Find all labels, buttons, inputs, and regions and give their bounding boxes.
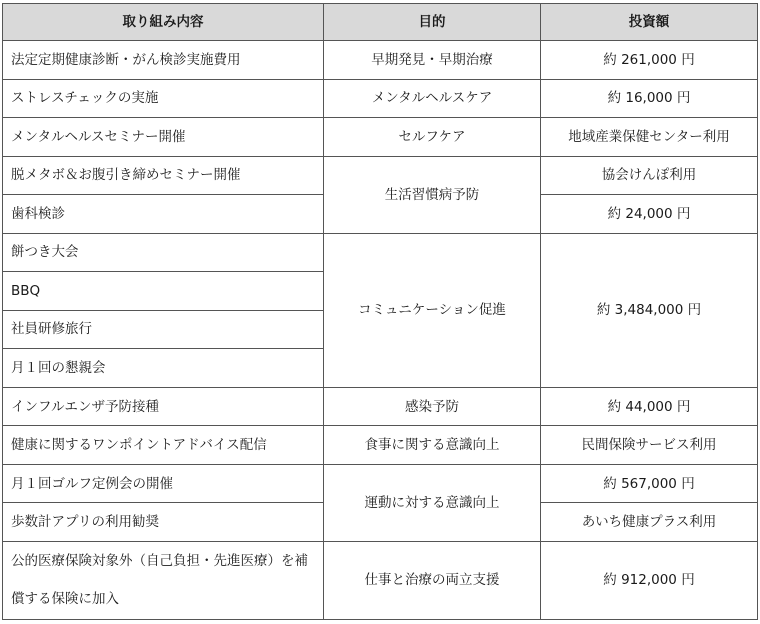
investment-cell: 約 261,000 円 [541,41,758,80]
header-purpose: 目的 [324,4,541,41]
investment-cell: 約 912,000 円 [541,541,758,619]
investment-cell: 地域産業保健センター利用 [541,118,758,157]
purpose-cell: 食事に関する意識向上 [324,426,541,465]
activity-cell: 歯科検診 [3,195,324,234]
investment-cell: 民間保険サービス利用 [541,426,758,465]
purpose-cell: 感染予防 [324,387,541,426]
purpose-cell: メンタルヘルスケア [324,79,541,118]
purpose-cell: 早期発見・早期治療 [324,41,541,80]
table-row [3,233,758,272]
activity-cell: 餅つき大会 [3,233,324,272]
activity-cell: 脱メタボ＆お腹引き締めセミナー開催 [3,156,324,195]
activity-cell: ストレスチェックの実施 [3,79,324,118]
investment-cell-merged: 約 3,484,000 円 [541,233,758,387]
table-header-row [3,4,758,41]
investment-cell: あいち健康プラス利用 [541,503,758,542]
health-investment-table [2,3,758,620]
table-row [3,118,758,157]
activity-cell: 法定定期健康診断・がん検診実施費用 [3,41,324,80]
header-activity: 取り組み内容 [3,4,324,41]
purpose-cell-merged: コミュニケーション促進 [324,233,541,387]
activity-cell: BBQ [3,272,324,311]
table-row [3,387,758,426]
investment-table-container [2,3,757,620]
activity-cell: 歩数計アプリの利用勧奨 [3,503,324,542]
investment-cell: 約 44,000 円 [541,387,758,426]
table-row [3,541,758,619]
purpose-cell: セルフケア [324,118,541,157]
investment-cell: 約 16,000 円 [541,79,758,118]
investment-cell: 約 567,000 円 [541,464,758,503]
activity-cell: 月１回の懇親会 [3,349,324,388]
purpose-cell-merged: 運動に対する意識向上 [324,464,541,541]
purpose-cell: 仕事と治療の両立支援 [324,541,541,619]
activity-cell: 月１回ゴルフ定例会の開催 [3,464,324,503]
activity-cell: 公的医療保険対象外（自己負担・先進医療）を補償する保険に加入 [3,541,324,619]
table-row [3,156,758,195]
header-investment: 投資額 [541,4,758,41]
table-row [3,426,758,465]
table-row [3,79,758,118]
activity-cell: インフルエンザ予防接種 [3,387,324,426]
activity-cell: メンタルヘルスセミナー開催 [3,118,324,157]
table-row [3,41,758,80]
table-row [3,464,758,503]
activity-cell: 社員研修旅行 [3,310,324,349]
purpose-cell-merged: 生活習慣病予防 [324,156,541,233]
activity-cell: 健康に関するワンポイントアドバイス配信 [3,426,324,465]
investment-cell: 約 24,000 円 [541,195,758,234]
investment-cell: 協会けんぽ利用 [541,156,758,195]
